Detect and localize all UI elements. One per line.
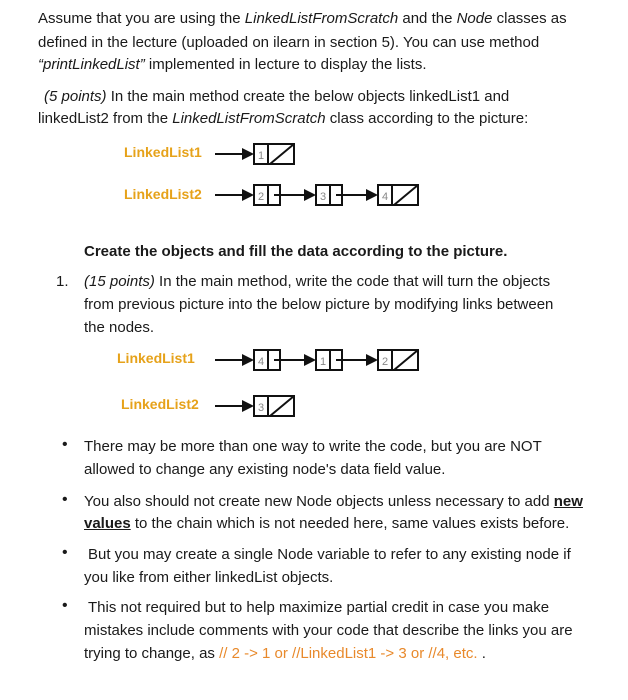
part-a-text: class according to the picture: bbox=[325, 110, 529, 127]
item1-text: In the main method, write the code that will turn the objects bbox=[154, 273, 551, 290]
intro-text: implemented in lecture to display the lists. bbox=[144, 56, 427, 73]
emphasis-values: values bbox=[84, 515, 131, 532]
emphasis-new: new bbox=[553, 493, 583, 510]
diagram2-list1-node bbox=[316, 350, 376, 370]
bullet4-line-2: mistakes include comments with your code that describe the links you are bbox=[84, 622, 573, 639]
diagram1-list2-value: 3 bbox=[319, 191, 327, 203]
part-a-text: In the main method create the below objects linkedList1 and bbox=[106, 88, 510, 105]
diagram1-list2-label: LinkedList2 bbox=[124, 186, 202, 202]
bullet-symbol: • bbox=[62, 597, 68, 614]
bullet2-text: You also should not create new Node objects unless necessary to add bbox=[84, 493, 554, 510]
intro-line-2: defined in the lecture (uploaded on ilearn in section 5). You can use method bbox=[38, 34, 540, 51]
bullet3-line-2: you like from either linkedList objects. bbox=[84, 569, 334, 586]
diagram2-list2-node bbox=[254, 396, 294, 416]
diagram1-list1-label: LinkedList1 bbox=[124, 144, 202, 160]
bullet4-text: . bbox=[481, 645, 486, 662]
diagram2-list1-value: 4 bbox=[257, 356, 265, 368]
bullet1-line-2: allowed to change any existing node's data field value. bbox=[84, 461, 446, 478]
method-name: “printLinkedList” bbox=[38, 56, 145, 73]
class-name-linkedlist: LinkedListFromScratch bbox=[172, 110, 326, 127]
bullet2-line-2 bbox=[84, 513, 569, 535]
intro-text: Assume that you are using the bbox=[38, 10, 245, 27]
bullet4-line-1: This not required but to help maximize partial credit in case you make bbox=[88, 599, 550, 616]
class-name-linkedlist: LinkedListFromScratch bbox=[244, 10, 399, 27]
null-link-mark bbox=[270, 396, 294, 416]
intro-text: classes as bbox=[492, 10, 567, 27]
diagram1-list1-value: 1 bbox=[257, 150, 265, 162]
intro-text: and the bbox=[398, 10, 457, 27]
item1-line-2: from previous picture into the below picture by modifying links between bbox=[84, 296, 554, 313]
bullet-symbol: • bbox=[62, 436, 68, 453]
points-label: (15 points) bbox=[84, 273, 155, 290]
comment-example: // 2 -> 1 or //LinkedList1 -> 3 or //4, etc. bbox=[219, 645, 482, 662]
bullet-symbol: • bbox=[62, 491, 68, 508]
diagram2-list2-label: LinkedList2 bbox=[121, 396, 199, 412]
diagram1-list2-value: 2 bbox=[257, 191, 265, 203]
diagram2-list1-label: LinkedList1 bbox=[117, 350, 195, 366]
bullet3-line-1: But you may create a single Node variable to refer to any existing node if bbox=[88, 546, 571, 563]
bullet-symbol: • bbox=[62, 544, 68, 561]
item1-line-3: the nodes. bbox=[84, 319, 155, 336]
points-label: (5 points) bbox=[44, 88, 107, 105]
bullet1-line-1: There may be more than one way to write the code, but you are NOT bbox=[84, 438, 542, 455]
diagram1-list2-value: 4 bbox=[381, 191, 389, 203]
null-link-mark bbox=[394, 350, 418, 370]
create-heading: Create the objects and fill the data according to the picture. bbox=[84, 243, 508, 260]
diagram2-list1-node bbox=[378, 350, 418, 370]
class-name-node: Node bbox=[456, 10, 493, 27]
diagram2-list1-value: 1 bbox=[319, 356, 327, 368]
part-a-text: linkedList2 from the bbox=[38, 110, 173, 127]
diagram2-list1-value: 2 bbox=[381, 356, 389, 368]
diagram2-list1-node bbox=[254, 350, 314, 370]
diagram2-list2-value: 3 bbox=[257, 402, 265, 414]
bullet2-line-1 bbox=[84, 491, 583, 513]
bullet4-text: trying to change, as bbox=[84, 645, 220, 662]
item1-number: 1. bbox=[56, 273, 69, 290]
bullet2-text: to the chain which is not needed here, same values exists before. bbox=[130, 515, 570, 532]
bullet4-line-3 bbox=[84, 643, 486, 665]
